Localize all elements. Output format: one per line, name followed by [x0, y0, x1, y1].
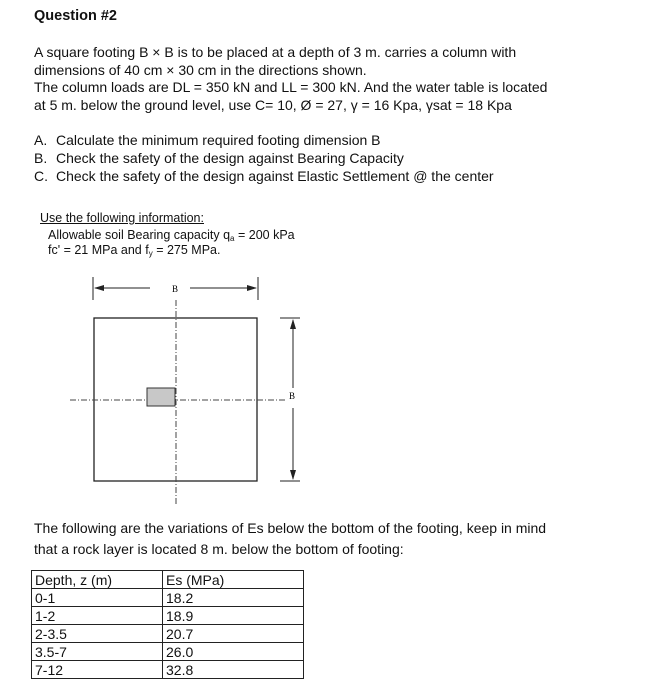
table-row	[32, 607, 304, 625]
dim-label-side: B	[288, 391, 296, 401]
cell-depth: 2-3.5	[32, 625, 163, 643]
table-row	[32, 661, 304, 679]
table-row	[32, 625, 304, 643]
arrowhead-right	[247, 285, 257, 291]
question-title: Question #2	[34, 8, 117, 24]
paragraph-line: The column loads are DL = 350 kN and LL = 300 kN. And the water table is located	[34, 79, 548, 95]
cell-es: 26.0	[163, 643, 304, 661]
dim-label-top: B	[171, 284, 179, 294]
cell-depth: 7-12	[32, 661, 163, 679]
info-heading: Use the following information:	[40, 211, 204, 225]
table-row	[32, 589, 304, 607]
cell-es: 32.8	[163, 661, 304, 679]
cell-depth: 0-1	[32, 589, 163, 607]
bearing-subscript: a	[230, 234, 235, 243]
cell-es: 20.7	[163, 625, 304, 643]
header-es: Es (MPa)	[163, 571, 304, 589]
arrowhead-up	[290, 319, 296, 329]
task-label: A.	[34, 132, 48, 148]
variation-line: The following are the variations of Es below the bottom of the footing, keep in mind	[34, 520, 547, 536]
cell-es: 18.2	[163, 589, 304, 607]
table-header-row	[32, 571, 304, 589]
paragraph-line: dimensions of 40 cm × 30 cm in the directions shown.	[34, 61, 367, 78]
variation-note	[34, 518, 546, 560]
task-label: C.	[34, 168, 48, 184]
fc-prefix: fc' = 21 MPa and f	[48, 243, 149, 257]
bearing-suffix: = 200 kPa	[234, 228, 295, 242]
bearing-prefix: Allowable soil Bearing capacity q	[48, 228, 231, 242]
variation-line: that a rock layer is located 8 m. below the bottom of footing:	[34, 541, 404, 557]
task-text: Calculate the minimum required footing dimension B	[56, 132, 381, 148]
header-depth: Depth, z (m)	[32, 571, 163, 589]
fy-suffix: = 275 MPa.	[152, 243, 221, 257]
arrowhead-left	[94, 285, 104, 291]
task-text: Check the safety of the design against Bearing Capacity	[56, 150, 404, 166]
table-row	[32, 643, 304, 661]
column-section	[147, 388, 175, 406]
es-variation-table	[31, 570, 304, 679]
paragraph-line: A square footing B × B is to be placed at a depth of 3 m. carries a column with	[34, 44, 517, 60]
cell-depth: 1-2	[32, 607, 163, 625]
paragraph-line: at 5 m. below the ground level, use C= 10, Ø = 27, γ = 16 Kpa, γsat = 18 Kpa	[34, 96, 512, 113]
fy-subscript: y	[148, 249, 153, 258]
task-text: Check the safety of the design against Elastic Settlement @ the center	[56, 168, 494, 184]
cell-depth: 3.5-7	[32, 643, 163, 661]
arrowhead-down	[290, 470, 296, 480]
task-label: B.	[34, 150, 48, 166]
cell-es: 18.9	[163, 607, 304, 625]
